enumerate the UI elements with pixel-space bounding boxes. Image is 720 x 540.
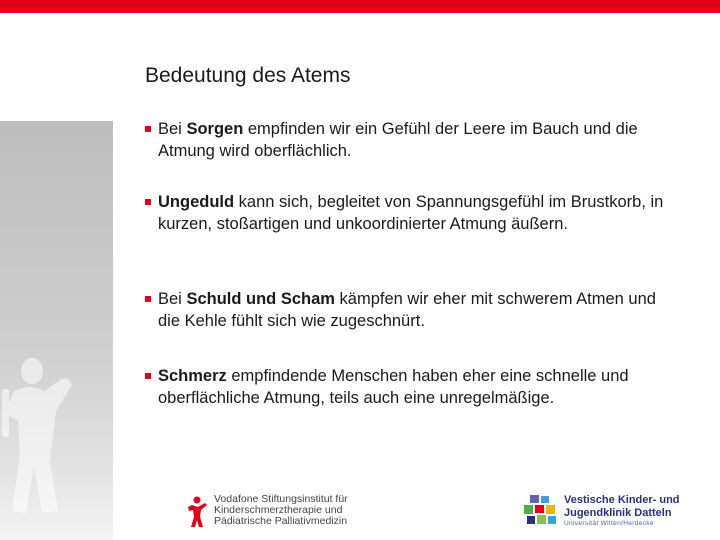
slide-title: Bedeutung des Atems — [145, 64, 351, 87]
logo-right-name: Vestische Kinder- und Jugendklinik Datteln — [564, 494, 680, 519]
bullet-item — [145, 118, 670, 162]
logo-clinic-datteln — [522, 493, 702, 531]
bullet-marker — [145, 199, 151, 205]
bullet-item — [145, 191, 670, 235]
bullet-keyword: Sorgen — [186, 120, 244, 138]
logo-right-university: Universität Witten/Herdecke — [564, 520, 654, 527]
bullet-item — [145, 288, 670, 332]
bullet-marker — [145, 296, 151, 302]
bullet-keyword: Schmerz — [158, 367, 227, 385]
bullet-marker — [145, 126, 151, 132]
side-panel — [0, 121, 113, 540]
colored-squares-logo-icon — [522, 493, 560, 529]
bullet-text: Bei Schuld und Scham kämpfen wir eher mit schwerem Atmen und die Kehle fühlt sich wie zugeschnürt. — [158, 290, 656, 330]
bullet-text: Ungeduld kann sich, begleitet von Spannungsgefühl im Brustkorb, in kurzen, stoßartigen und unkoordinierter Atmung äußern. — [158, 193, 664, 233]
top-accent-bar — [0, 0, 720, 13]
stick-figure-logo-icon — [186, 496, 210, 528]
bullet-keyword: Schuld und Scham — [186, 290, 335, 308]
figure-watermark-icon — [0, 121, 113, 540]
logo-vodafone-institute — [186, 494, 351, 530]
bullet-marker — [145, 373, 151, 379]
bullet-keyword: Ungeduld — [158, 193, 235, 211]
bullet-text: Bei Sorgen empfinden wir ein Gefühl der Leere im Bauch und die Atmung wird oberflächlich. — [158, 120, 638, 160]
logo-left-text: Vodafone Stiftungsinstitut für Kinderschmerztherapie und Pädiatrische Palliativmedizin — [214, 493, 348, 528]
bullet-text: Schmerz empfindende Menschen haben eher eine schnelle und oberflächliche Atmung, teils auch eine unregelmäßige. — [158, 367, 629, 407]
bullet-item — [145, 365, 670, 409]
